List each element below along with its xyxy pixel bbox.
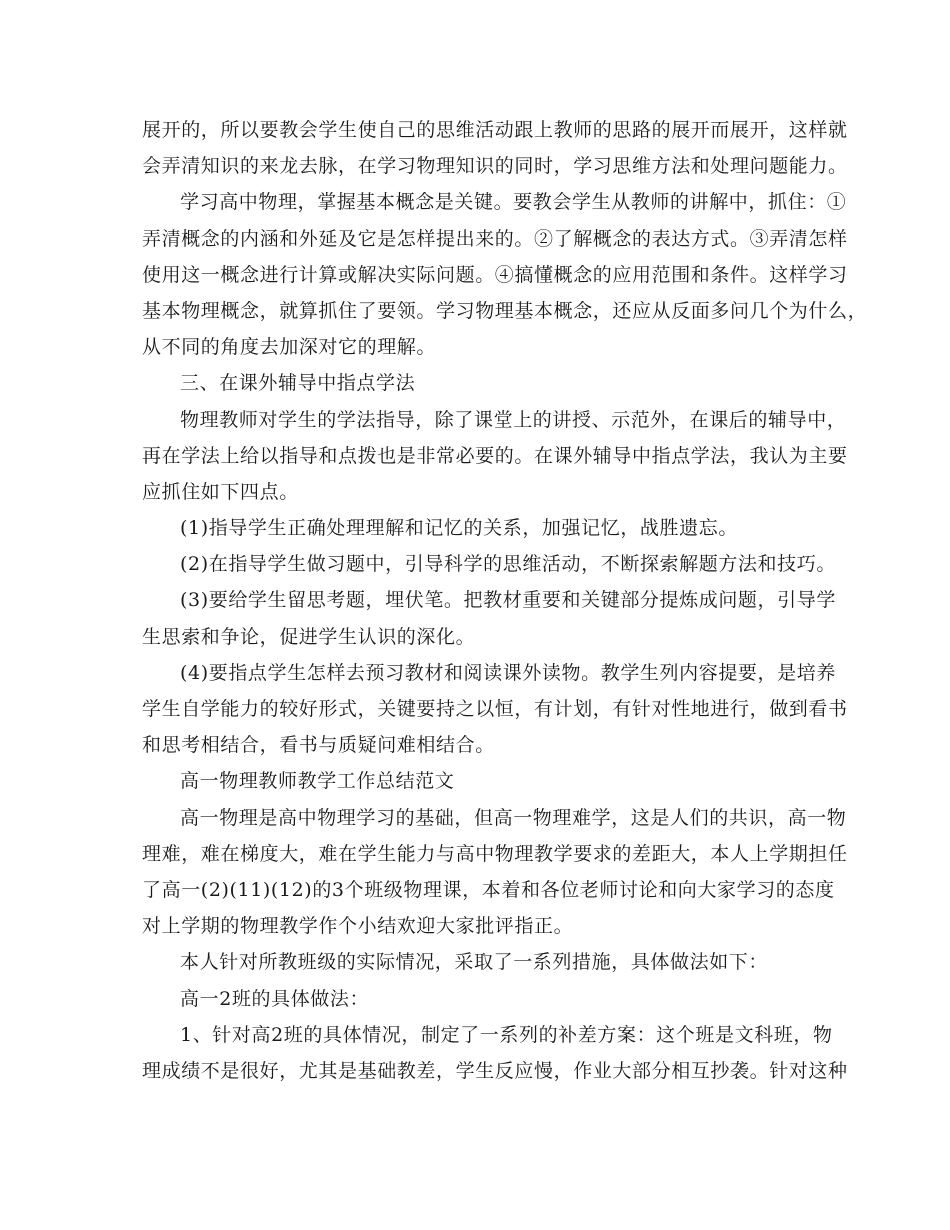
paragraph-line: 理难，难在梯度大，难在学生能力与高中物理教学要求的差距大，本人上学期担任	[142, 842, 848, 865]
article-title: 高一物理教师教学工作总结范文	[180, 770, 455, 793]
paragraph-line: 和思考相结合，看书与质疑问难相结合。	[142, 734, 495, 757]
list-item-2: (2)在指导学生做习题中，引导科学的思维活动，不断探索解题方法和技巧。	[180, 553, 836, 576]
list-item-1: (1)指导学生正确处理理解和记忆的关系，加强记忆，战胜遗忘。	[180, 517, 738, 540]
document-body	[142, 112, 868, 1089]
paragraph-line: 对上学期的物理教学作个小结欢迎大家批评指正。	[142, 915, 574, 938]
subsection-heading: 高一2班的具体做法：	[180, 987, 370, 1010]
list-item-3: (3)要给学生留思考题，埋伏笔。把教材重要和关键部分提炼成问题，引导学	[180, 589, 836, 612]
paragraph-line: 理成绩不是很好，尤其是基础教差，学生反应慢，作业大部分相互抄袭。针对这种	[142, 1059, 848, 1082]
paragraph-line: 物理教师对学生的学法指导，除了课堂上的讲授、示范外，在课后的辅导中，	[180, 408, 847, 431]
paragraph-line: 1、针对高2班的具体情况，制定了一系列的补差方案：这个班是文科班，物	[180, 1023, 833, 1046]
paragraph-line: 使用这一概念进行计算或解决实际问题。④搞懂概念的应用范围和条件。这样学习	[142, 263, 848, 286]
list-item-4: (4)要指点学生怎样去预习教材和阅读课外读物。教学生列内容提要，是培养	[180, 661, 836, 684]
paragraph-line: 本人针对所教班级的实际情况，采取了一系列措施，具体做法如下：	[180, 951, 769, 974]
paragraph-line: 展开的，所以要教会学生使自己的思维活动跟上教师的思路的展开而展开，这样就	[142, 119, 848, 141]
paragraph-line: 基本物理概念，就算抓住了要领。学习物理基本概念，还应从反面多问几个为什么，	[142, 299, 868, 322]
paragraph-line: 弄清概念的内涵和外延及它是怎样提出来的。②了解概念的表达方式。③弄清怎样	[142, 227, 848, 250]
paragraph-line: 了高一(2)(11)(12)的3个班级物理课，本着和各位老师讨论和向大家学习的态度	[142, 878, 835, 901]
paragraph-line: 再在学法上给以指导和点拨也是非常必要的。在课外辅导中指点学法，我认为主要	[142, 444, 848, 467]
paragraph-line: 生思索和争论，促进学生认识的深化。	[142, 625, 476, 648]
paragraph-line: 应抓住如下四点。	[142, 480, 299, 503]
paragraph-line: 学习高中物理，掌握基本概念是关键。要教会学生从教师的讲解中，抓住：①	[180, 191, 847, 214]
section-heading: 三、在课外辅导中指点学法	[180, 372, 416, 395]
paragraph-line: 从不同的角度去加深对它的理解。	[142, 336, 437, 359]
paragraph-line: 学生自学能力的较好形式，关键要持之以恒，有计划，有针对性地进行，做到看书	[142, 698, 848, 720]
paragraph-line: 会弄清知识的来龙去脉，在学习物理知识的同时，学习思维方法和处理问题能力。	[142, 155, 848, 178]
paragraph-line: 高一物理是高中物理学习的基础，但高一物理难学，这是人们的共识，高一物	[180, 806, 847, 829]
